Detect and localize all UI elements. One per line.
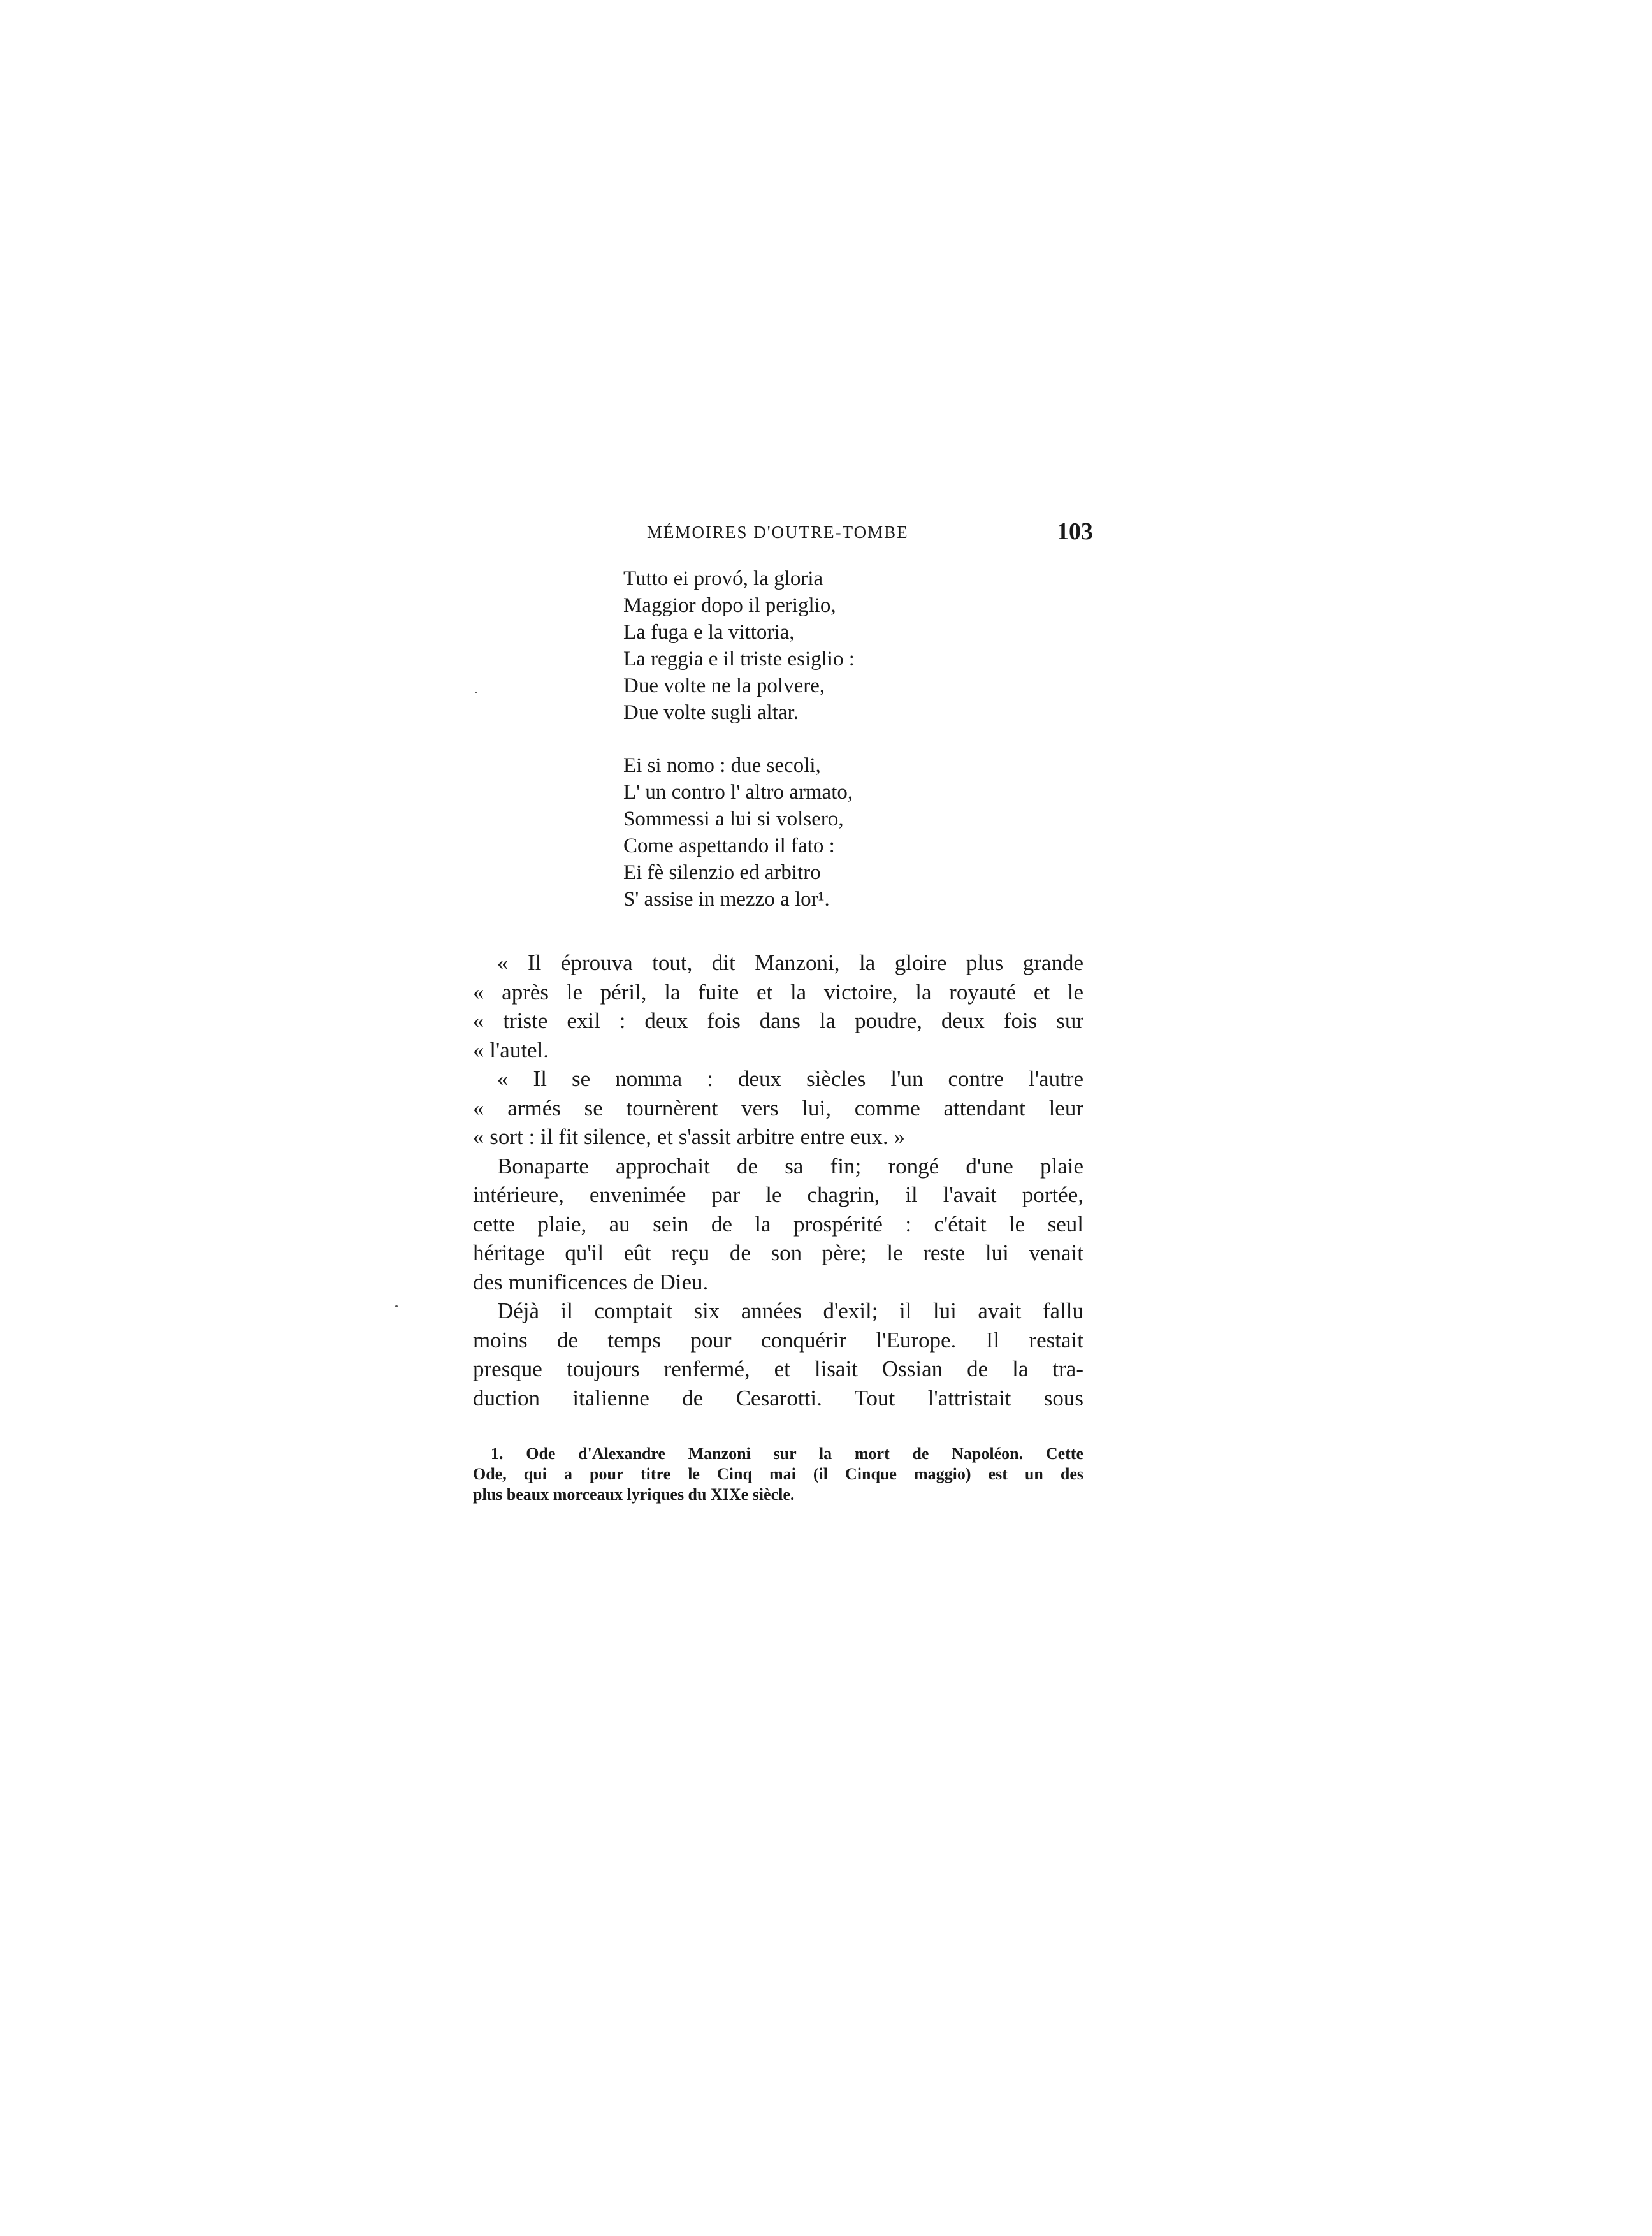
page-number: 103: [1057, 518, 1093, 545]
text-line: « Il éprouva tout, dit Manzoni, la gloire plus grande: [497, 950, 1083, 975]
footnote-line: Ode, qui a pour titre le Cinq mai (il Cinque maggio) est un des: [473, 1465, 1083, 1483]
text-line: duction italienne de Cesarotti. Tout l'attristait sous: [473, 1385, 1083, 1411]
scan-speck: [475, 692, 477, 693]
verse-line: Tutto ei provó, la gloria: [623, 567, 823, 590]
text-line: héritage qu'il eût reçu de son père; le reste lui venait: [473, 1240, 1083, 1265]
text-line: intérieure, envenimée par le chagrin, il l'avait portée,: [473, 1182, 1083, 1207]
page-header: [647, 518, 1093, 555]
verse-line: Ei si nomo : due secoli,: [623, 754, 821, 777]
verse-line: L' un contro l' altro armato,: [623, 781, 853, 804]
text-line: « l'autel.: [473, 1037, 549, 1063]
text-line: « Il se nomma : deux siècles l'un contre l'autre: [497, 1066, 1083, 1091]
poem-stanza-2: [623, 752, 853, 913]
footnote-line: 1. Ode d'Alexandre Manzoni sur la mort de Napoléon. Cette: [491, 1444, 1083, 1463]
footnote: [473, 1444, 1083, 1505]
verse-line: La fuga e la vittoria,: [623, 621, 795, 644]
text-line: Déjà il comptait six années d'exil; il lui avait fallu: [497, 1298, 1083, 1323]
text-line: « sort : il fit silence, et s'assit arbitre entre eux. »: [473, 1124, 905, 1149]
verse-line: La reggia e il triste esiglio :: [623, 648, 855, 671]
text-line: presque toujours renfermé, et lisait Ossian de la tra-: [473, 1356, 1083, 1381]
verse-line: Ei fè silenzio ed arbitro: [623, 861, 821, 884]
verse-line: Maggior dopo il periglio,: [623, 594, 836, 617]
scan-speck: [395, 1305, 398, 1307]
verse-line: Due volte ne la polvere,: [623, 674, 825, 697]
verse-line: Due volte sugli altar.: [623, 701, 799, 724]
running-head: MÉMOIRES D'OUTRE-TOMBE: [647, 523, 909, 542]
text-line: « après le péril, la fuite et la victoire, la royauté et le: [473, 979, 1083, 1005]
text-line: cette plaie, au sein de la prospérité : c'était le seul: [473, 1211, 1083, 1237]
text-line: « triste exil : deux fois dans la poudre, deux fois sur: [473, 1008, 1083, 1033]
footnote-line: plus beaux morceaux lyriques du XIXe siècle.: [473, 1485, 795, 1504]
verse-line: S' assise in mezzo a lor¹.: [623, 888, 830, 911]
poem-stanza-1: [623, 565, 855, 726]
verse-line: Come aspettando il fato :: [623, 834, 835, 857]
text-line: moins de temps pour conquérir l'Europe. Il restait: [473, 1327, 1083, 1353]
text-line: Bonaparte approchait de sa fin; rongé d'une plaie: [497, 1153, 1083, 1179]
body-text: [473, 948, 1083, 1412]
text-line: des munificences de Dieu.: [473, 1269, 709, 1295]
text-line: « armés se tournèrent vers lui, comme attendant leur: [473, 1095, 1083, 1121]
verse-line: Sommessi a lui si volsero,: [623, 808, 844, 831]
